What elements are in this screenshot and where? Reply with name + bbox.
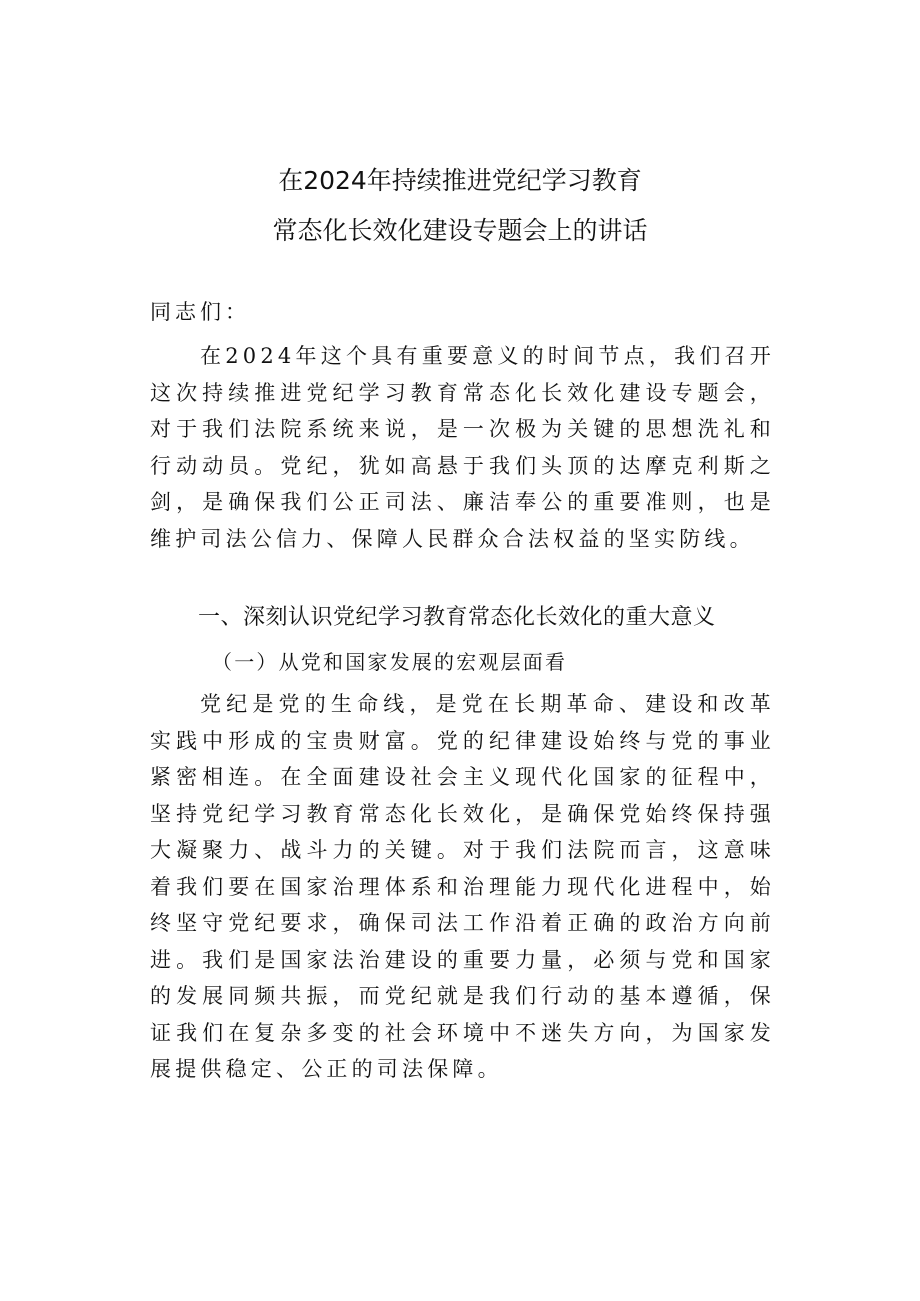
- document-title-line-1: 在2024年持续推进党纪学习教育: [278, 166, 642, 195]
- section-heading-1: 一、深刻认识党纪学习教育常态化长效化的重大意义: [198, 605, 716, 630]
- salutation: 同志们：: [150, 300, 250, 324]
- subsection-heading-1: （一）从党和国家发展的宏观层面看: [212, 650, 568, 674]
- paragraph-section-1-1: 党纪是党的生命线，是党在长期革命、建设和改革实践中形成的宝贵财富。党的纪律建设始终与党的事业紧密相连。在全面建设社会主义现代化国家的征程中，坚持党纪学习教育常态化长效化，是确保党始终保持强大凝聚力、战斗力的关键。对于我们法院而言，这意味着我们要在国家治理体系和治理能力现代化进程中，始终坚守党纪要求，确保司法工作沿着正确的政治方向前进。我们是国家法治建设的重要力量，必须与党和国家的发展同频共振，而党纪就是我们行动的基本遵循，保证我们在复杂多变的社会环境中不迷失方向，为国家发展提供稳定、公正的司法保障。: [150, 692, 775, 1081]
- document-title-line-2: 常态化长效化建设专题会上的讲话: [272, 216, 648, 245]
- paragraph-intro: 在2024年这个具有重要意义的时间节点，我们召开这次持续推进党纪学习教育常态化长效化建设专题会，对于我们法院系统来说，是一次极为关键的思想洗礼和行动动员。党纪，犹如高悬于我们头顶的达摩克利斯之剑，是确保我们公正司法、廉洁奉公的重要准则，也是维护司法公信力、保障人民群众合法权益的坚实防线。: [150, 344, 775, 551]
